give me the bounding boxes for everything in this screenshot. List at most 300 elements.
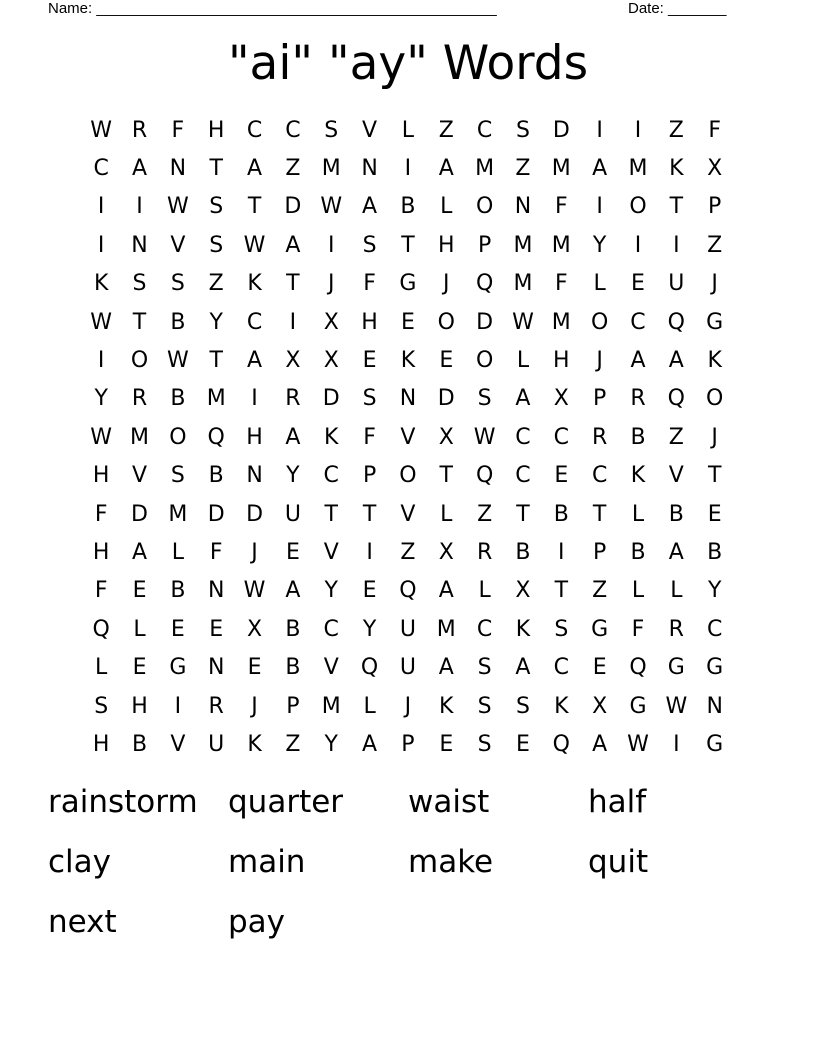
grid-cell: A	[131, 156, 148, 182]
grid-cell: C	[246, 117, 263, 143]
grid-row	[82, 725, 734, 763]
grid-cell: E	[285, 539, 300, 565]
grid-cell: M	[513, 271, 533, 297]
grid-cell: Z	[285, 156, 301, 182]
grid-cell: C	[285, 117, 301, 143]
grid-cell: P	[477, 232, 492, 258]
grid-cell: H	[246, 424, 263, 450]
grid-cell: S	[324, 117, 339, 143]
grid-cell: G	[667, 655, 685, 681]
grid-cell: O	[169, 424, 187, 450]
grid-cell: I	[596, 194, 603, 220]
grid-cell: E	[439, 348, 454, 374]
grid-cell: F	[363, 424, 376, 450]
grid-cell: S	[209, 194, 224, 220]
grid-cell: G	[706, 309, 724, 335]
grid-cell: Y	[362, 616, 377, 642]
grid-row	[82, 687, 734, 725]
grid-cell: S	[209, 232, 224, 258]
grid-cell: N	[514, 194, 532, 220]
grid-cell: Z	[592, 578, 608, 604]
grid-cell: W	[166, 348, 189, 374]
word-bank-item: quit	[588, 844, 649, 880]
word-bank-item: quarter	[228, 784, 344, 820]
grid-cell: R	[208, 693, 224, 719]
grid-cell: O	[475, 348, 494, 374]
grid-cell: C	[630, 309, 646, 335]
grid-cell: P	[362, 463, 377, 489]
grid-row	[82, 648, 734, 686]
grid-cell: G	[169, 655, 187, 681]
grid-cell: P	[401, 731, 415, 757]
grid-cell: K	[324, 424, 339, 450]
word-bank-item: half	[588, 784, 647, 820]
grid-cell: J	[251, 539, 258, 565]
grid-cell: F	[171, 117, 185, 143]
grid-cell: V	[170, 232, 186, 258]
grid-cell: Z	[707, 232, 723, 258]
grid-cell: A	[438, 578, 454, 604]
grid-row	[82, 341, 734, 379]
grid-cell: O	[706, 386, 724, 412]
grid-cell: U	[208, 731, 225, 757]
grid-cell: C	[476, 616, 493, 642]
grid-cell: T	[554, 578, 569, 604]
grid-cell: V	[170, 731, 186, 757]
grid-cell: N	[169, 156, 187, 182]
word-bank-item: waist	[408, 784, 490, 820]
grid-cell: Y	[324, 578, 338, 604]
grid-cell: A	[515, 655, 531, 681]
grid-cell: V	[400, 424, 416, 450]
grid-cell: K	[707, 348, 722, 374]
grid-cell: N	[207, 578, 225, 604]
grid-row	[82, 303, 734, 341]
grid-cell: T	[592, 501, 607, 527]
grid-cell: F	[554, 271, 568, 297]
grid-cell: H	[92, 539, 110, 565]
grid-cell: H	[92, 731, 110, 757]
grid-cell: S	[132, 271, 147, 297]
grid-cell: K	[439, 693, 454, 719]
grid-cell: Y	[707, 578, 722, 604]
grid-cell: Z	[515, 156, 531, 182]
grid-cell: C	[93, 156, 109, 182]
grid-cell: D	[476, 309, 494, 335]
grid-cell: A	[285, 578, 301, 604]
grid-cell: A	[668, 348, 684, 374]
grid-cell: T	[132, 309, 147, 335]
grid-cell: R	[668, 616, 684, 642]
grid-cell: Q	[552, 731, 570, 757]
grid-cell: Y	[286, 463, 300, 489]
grid-cell: T	[401, 232, 415, 258]
grid-cell: D	[131, 501, 148, 527]
grid-cell: X	[438, 539, 454, 565]
grid-row	[82, 149, 734, 187]
grid-cell: S	[170, 271, 185, 297]
grid-cell: G	[706, 731, 724, 757]
grid-row	[82, 572, 734, 610]
grid-cell: C	[553, 424, 569, 450]
grid-cell: A	[362, 731, 378, 757]
grid-cell: H	[553, 348, 570, 374]
grid-cell: M	[551, 309, 571, 335]
grid-cell: I	[366, 539, 373, 565]
grid-cell: M	[130, 424, 149, 450]
grid-cell: A	[362, 194, 378, 220]
grid-cell: I	[634, 232, 642, 258]
grid-cell: K	[554, 693, 569, 719]
grid-cell: X	[592, 693, 608, 719]
grid-row	[82, 111, 734, 149]
grid-cell: L	[95, 655, 108, 681]
grid-cell: D	[437, 386, 455, 412]
grid-cell: I	[596, 117, 603, 143]
grid-cell: W	[90, 424, 113, 450]
grid-cell: C	[591, 463, 608, 489]
grid-cell: M	[168, 501, 188, 527]
grid-cell: H	[207, 117, 225, 143]
grid-cell: T	[324, 501, 338, 527]
grid-cell: M	[321, 156, 341, 182]
grid-cell: B	[208, 463, 224, 489]
grid-cell: O	[590, 309, 609, 335]
grid-cell: W	[243, 578, 266, 604]
grid-cell: W	[473, 424, 496, 450]
grid-cell: M	[206, 386, 226, 412]
grid-cell: S	[362, 232, 377, 258]
grid-cell: I	[251, 386, 258, 412]
grid-cell: C	[323, 616, 339, 642]
grid-cell: Z	[400, 539, 416, 565]
grid-cell: I	[404, 156, 412, 182]
grid-cell: L	[401, 117, 415, 143]
grid-cell: N	[131, 232, 148, 258]
grid-cell: S	[554, 616, 569, 642]
grid-cell: E	[209, 616, 224, 642]
name-field-label[interactable]: Name: ________________________________________________	[48, 0, 497, 17]
grid-cell: O	[437, 309, 455, 335]
grid-cell: X	[438, 424, 454, 450]
grid-cell: Z	[438, 117, 454, 143]
grid-cell: V	[400, 501, 416, 527]
grid-row	[82, 495, 734, 533]
grid-cell: M	[475, 156, 495, 182]
grid-cell: Q	[360, 655, 379, 681]
grid-cell: R	[630, 386, 646, 412]
grid-cell: V	[323, 539, 339, 565]
grid-cell: Q	[667, 309, 685, 335]
grid-cell: A	[285, 424, 301, 450]
grid-row	[82, 380, 734, 418]
grid-cell: N	[706, 693, 723, 719]
grid-cell: E	[362, 348, 377, 374]
grid-cell: J	[251, 693, 258, 719]
grid-cell: Q	[629, 655, 647, 681]
grid-cell: B	[515, 539, 531, 565]
grid-cell: C	[553, 655, 569, 681]
grid-cell: T	[286, 271, 300, 297]
grid-cell: U	[668, 271, 685, 297]
grid-row	[82, 265, 734, 303]
grid-cell: B	[400, 194, 416, 220]
grid-cell: L	[478, 578, 491, 604]
grid-cell: R	[131, 117, 148, 143]
grid-cell: E	[362, 578, 377, 604]
grid-cell: E	[400, 309, 415, 335]
grid-cell: L	[631, 501, 645, 527]
grid-cell: Z	[477, 501, 493, 527]
grid-cell: Y	[209, 309, 223, 335]
grid-cell: D	[284, 194, 302, 220]
grid-cell: A	[285, 232, 301, 258]
grid-cell: J	[711, 424, 718, 450]
grid-cell: M	[436, 616, 456, 642]
grid-cell: E	[247, 655, 262, 681]
date-field-label[interactable]: Date: _______	[628, 0, 727, 17]
grid-cell: E	[170, 616, 185, 642]
grid-cell: R	[476, 539, 493, 565]
grid-cell: F	[554, 194, 568, 220]
grid-cell: I	[558, 539, 565, 565]
grid-cell: T	[209, 348, 223, 374]
grid-row	[82, 418, 734, 456]
grid-cell: E	[592, 655, 607, 681]
grid-cell: W	[90, 117, 113, 143]
grid-cell: A	[438, 655, 454, 681]
grid-row	[82, 226, 734, 264]
grid-cell: E	[132, 578, 147, 604]
grid-cell: L	[516, 348, 530, 374]
grid-cell: X	[707, 156, 723, 182]
grid-cell: N	[207, 655, 225, 681]
grid-cell: K	[247, 271, 262, 297]
grid-cell: J	[596, 348, 603, 374]
grid-cell: Z	[668, 424, 684, 450]
grid-cell: T	[707, 463, 722, 489]
grid-cell: B	[285, 655, 301, 681]
grid-cell: J	[327, 271, 335, 297]
grid-cell: I	[97, 348, 105, 374]
grid-cell: D	[322, 386, 340, 412]
grid-cell: B	[170, 578, 186, 604]
grid-cell: N	[246, 463, 263, 489]
grid-cell: H	[92, 463, 110, 489]
grid-cell: C	[323, 463, 339, 489]
grid-cell: Q	[207, 424, 225, 450]
grid-cell: F	[209, 539, 223, 565]
grid-cell: T	[669, 194, 684, 220]
grid-cell: E	[516, 731, 530, 757]
grid-cell: K	[247, 731, 262, 757]
grid-cell: L	[363, 693, 376, 719]
grid-cell: I	[634, 117, 642, 143]
grid-cell: V	[362, 117, 378, 143]
grid-cell: L	[171, 539, 184, 565]
grid-cell: E	[132, 655, 147, 681]
grid-cell: I	[327, 232, 335, 258]
grid-cell: M	[551, 232, 571, 258]
grid-row	[82, 188, 734, 226]
grid-cell: R	[131, 386, 148, 412]
grid-cell: U	[399, 616, 416, 642]
grid-cell: A	[247, 348, 263, 374]
grid-cell: P	[593, 386, 607, 412]
grid-cell: S	[477, 386, 492, 412]
letter-grid	[82, 111, 734, 764]
grid-cell: A	[592, 156, 608, 182]
grid-cell: S	[170, 463, 185, 489]
grid-cell: O	[475, 194, 494, 220]
grid-cell: B	[285, 616, 301, 642]
grid-cell: J	[404, 693, 412, 719]
grid-cell: S	[94, 693, 109, 719]
grid-cell: A	[630, 348, 646, 374]
grid-cell: F	[94, 578, 108, 604]
grid-cell: I	[136, 194, 143, 220]
grid-cell: G	[629, 693, 647, 719]
grid-cell: I	[673, 731, 680, 757]
grid-cell: M	[513, 232, 533, 258]
grid-cell: G	[706, 655, 724, 681]
grid-cell: F	[363, 271, 376, 297]
grid-cell: Q	[92, 616, 110, 642]
grid-cell: B	[630, 539, 646, 565]
grid-cell: K	[630, 463, 646, 489]
grid-cell: P	[708, 194, 722, 220]
grid-cell: C	[515, 463, 531, 489]
grid-cell: C	[515, 424, 531, 450]
grid-cell: Y	[94, 386, 108, 412]
grid-cell: P	[286, 693, 300, 719]
grid-cell: L	[440, 194, 453, 220]
grid-cell: B	[170, 309, 186, 335]
grid-cell: M	[321, 693, 341, 719]
grid-row	[82, 457, 734, 495]
grid-cell: A	[438, 156, 454, 182]
grid-cell: J	[711, 271, 718, 297]
grid-cell: D	[246, 501, 264, 527]
grid-cell: X	[285, 348, 301, 374]
grid-cell: E	[707, 501, 722, 527]
grid-cell: F	[708, 117, 721, 143]
word-bank-item: next	[48, 904, 117, 940]
grid-cell: Q	[475, 271, 494, 297]
grid-cell: U	[399, 655, 416, 681]
grid-cell: T	[247, 194, 262, 220]
grid-cell: S	[362, 386, 377, 412]
grid-cell: W	[665, 693, 688, 719]
grid-cell: S	[515, 693, 530, 719]
grid-cell: A	[592, 731, 608, 757]
grid-cell: Z	[208, 271, 224, 297]
word-bank-item: clay	[48, 844, 111, 880]
grid-cell: I	[97, 232, 105, 258]
grid-cell: I	[673, 232, 680, 258]
grid-cell: B	[131, 731, 148, 757]
grid-cell: W	[243, 232, 266, 258]
grid-cell: L	[133, 616, 146, 642]
grid-cell: K	[669, 156, 684, 182]
grid-cell: E	[439, 731, 454, 757]
grid-cell: O	[399, 463, 417, 489]
grid-cell: W	[627, 731, 649, 757]
word-bank-item: pay	[228, 904, 286, 940]
grid-cell: N	[399, 386, 417, 412]
grid-cell: I	[174, 693, 182, 719]
word-bank	[48, 778, 768, 958]
grid-cell: Z	[285, 731, 301, 757]
grid-cell: M	[628, 156, 648, 182]
grid-cell: Q	[475, 463, 494, 489]
word-bank-item: make	[408, 844, 494, 880]
grid-cell: H	[361, 309, 378, 335]
grid-cell: K	[400, 348, 416, 374]
grid-cell: O	[130, 348, 149, 374]
grid-cell: V	[131, 463, 148, 489]
grid-cell: X	[553, 386, 569, 412]
grid-cell: W	[166, 194, 189, 220]
grid-cell: X	[247, 616, 263, 642]
grid-cell: B	[707, 539, 723, 565]
grid-cell: L	[670, 578, 683, 604]
grid-cell: H	[131, 693, 148, 719]
grid-cell: A	[247, 156, 263, 182]
grid-cell: A	[515, 386, 531, 412]
grid-cell: E	[554, 463, 569, 489]
grid-cell: C	[246, 309, 263, 335]
grid-cell: K	[93, 271, 109, 297]
grid-cell: K	[515, 616, 531, 642]
grid-cell: P	[593, 539, 607, 565]
grid-cell: H	[437, 232, 455, 258]
grid-cell: N	[361, 156, 378, 182]
grid-cell: A	[131, 539, 148, 565]
grid-cell: X	[323, 348, 339, 374]
grid-cell: O	[629, 194, 647, 220]
grid-cell: D	[552, 117, 570, 143]
page-title: "ai" "ay" Words	[227, 36, 589, 91]
grid-cell: B	[170, 386, 186, 412]
grid-cell: G	[591, 616, 609, 642]
grid-cell: S	[477, 693, 492, 719]
grid-cell: T	[516, 501, 530, 527]
grid-cell: W	[512, 309, 534, 335]
grid-cell: G	[399, 271, 417, 297]
grid-cell: T	[439, 463, 453, 489]
grid-cell: J	[443, 271, 450, 297]
grid-cell: U	[284, 501, 301, 527]
grid-row	[82, 533, 734, 571]
grid-cell: Q	[667, 386, 685, 412]
grid-cell: Y	[324, 731, 338, 757]
grid-cell: B	[630, 424, 646, 450]
grid-cell: L	[631, 578, 645, 604]
grid-cell: E	[631, 271, 645, 297]
grid-cell: S	[515, 117, 530, 143]
grid-cell: L	[593, 271, 606, 297]
grid-cell: M	[551, 156, 571, 182]
grid-cell: V	[323, 655, 339, 681]
grid-cell: C	[706, 616, 723, 642]
header	[48, 0, 748, 18]
grid-cell: T	[362, 501, 377, 527]
word-bank-item: main	[228, 844, 306, 880]
grid-cell: R	[285, 386, 301, 412]
grid-cell: W	[90, 309, 113, 335]
grid-cell: S	[477, 655, 492, 681]
